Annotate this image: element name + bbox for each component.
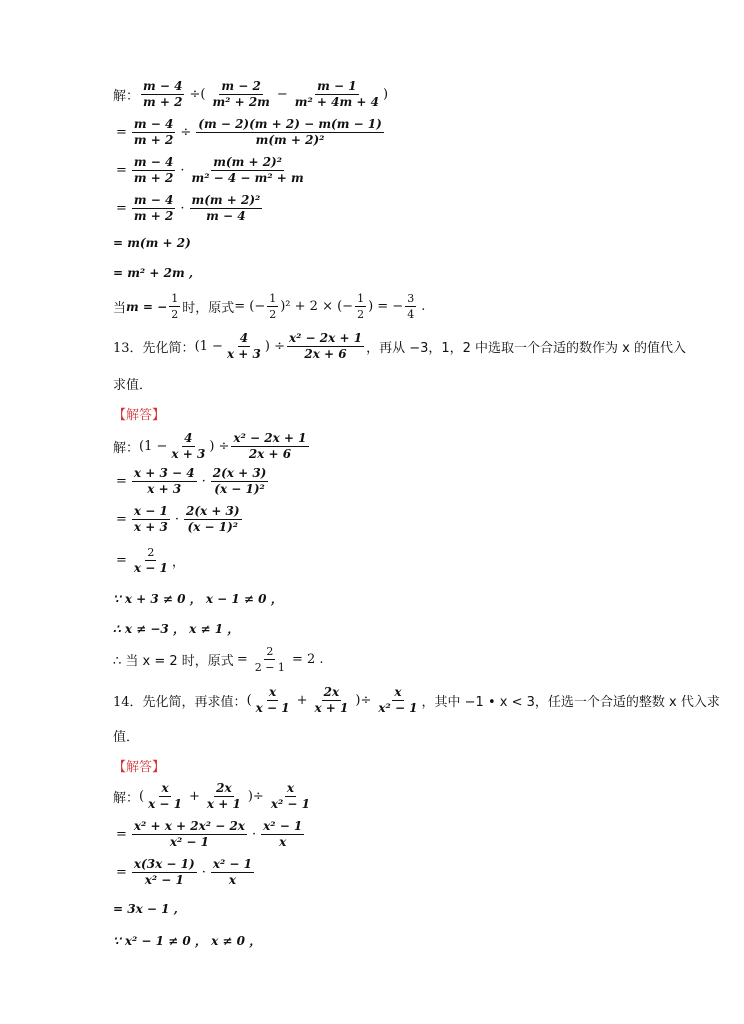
q13-step-1: 解： (1 − $\frac{4}{x + 3}$ ) ÷ $\frac{\text{x² − 2x + 1}}{2x + 6}$ (113, 431, 307, 461)
q14-answer-heading: 【解答】 (113, 760, 166, 775)
fraction: $\frac{m - 1}{\text{m² + 4m + 4}}$ (294, 79, 379, 109)
q14-stem: 14． 先化简，再求值： ( $\frac{x}{x - 1}$ + $\frac{2x}{x + 1}$ )÷ $\frac{x}{\text{x² − 1}}$ ，其中 −1 • x < 3，任选一个合适的整数 x 代入求 (113, 685, 720, 715)
fraction: $\frac{x}{\text{x² − 1}}$ (378, 685, 418, 715)
fraction: $\frac{\text{x² + x + 2x² − 2x}}{\text{x² − 1}}$ (133, 819, 245, 849)
p12-step-6: = m² + 2m , (113, 266, 193, 280)
fraction: $\frac{\text{x² − 2x + 1}}{2x + 6}$ (233, 431, 307, 461)
q14-step-4: = 3x − 1 , (113, 902, 178, 916)
fraction: $\frac{2x}{x + 1}$ (314, 685, 349, 715)
fraction: $\frac{\text{x² − 1}}{x}$ (212, 857, 252, 887)
fraction: $\frac{m - 2}{\text{m² + 2m}}$ (212, 79, 270, 109)
fraction: $\frac{x(3x - 1)}{\text{x² − 1}}$ (133, 857, 195, 887)
fraction: $\frac{2(x + 3)}{\text{(x − 1)²}}$ (185, 504, 240, 534)
q14-step-5: ∵ x² − 1 ≠ 0 ， x ≠ 0 ， (113, 934, 262, 948)
fraction: $\frac{m - 4}{m + 2}$ (133, 117, 174, 147)
q14-step-1: 解： ( $\frac{x}{x - 1}$ + $\frac{2x}{x + 1}$ )÷ $\frac{x}{\text{x² − 1}}$ (113, 781, 310, 811)
fraction: $\frac{x + 3 - 4}{x + 3}$ (133, 466, 195, 496)
q13-step-3: = $\frac{x - 1}{x + 3}$ · $\frac{2(x + 3)}{\text{(x − 1)²}}$ (116, 504, 240, 534)
fraction: $\frac{x}{x - 1}$ (255, 685, 290, 715)
fraction: $\frac{2x}{x + 1}$ (206, 781, 241, 811)
fraction: $\frac{x - 1}{x + 3}$ (133, 504, 168, 534)
fraction: $\frac{1}{2}$ (357, 292, 365, 321)
question-number: 13． (113, 341, 143, 356)
fraction: $\frac{1}{2}$ (269, 292, 277, 321)
solution-label: 解： (113, 89, 140, 104)
q13-step-5: ∵ x + 3 ≠ 0 ， x − 1 ≠ 0 ， (113, 592, 283, 606)
p12-step-4: = $\frac{m - 4}{m + 2}$ · $\frac{\text{m(m + 2)²}}{m - 4}$ (116, 193, 261, 223)
q13-step-6: ∴ x ≠ −3 ， x ≠ 1 ， (113, 622, 240, 636)
fraction: $\frac{4}{x + 3}$ (226, 331, 261, 361)
q13-conclusion: ∴ 当 x = 2 时， 原式 = $\frac{2}{2 - 1}$ = 2 . (113, 645, 324, 674)
p12-step-1: 解： $\frac{m - 4}{m + 2}$ ÷( $\frac{m - 2}{\text{m² + 2m}}$ − $\frac{m - 1}{\text{m² + 4m + 4}}$ ) (113, 79, 389, 109)
fraction: $\frac{x}{x - 1}$ (148, 781, 183, 811)
fraction: $\frac{2}{x - 1}$ (133, 546, 168, 575)
p12-step-2: = $\frac{m - 4}{m + 2}$ ÷ $\frac{(m - 2)(m + 2) - m(m - 1)}{\text{m(m + 2)²}}$ (116, 117, 382, 147)
fraction: $\frac{m - 4}{m + 2}$ (133, 155, 174, 185)
q14-step-3: = $\frac{x(3x - 1)}{\text{x² − 1}}$ · $\frac{\text{x² − 1}}{x}$ (116, 857, 252, 887)
p12-step-3: = $\frac{m - 4}{m + 2}$ · $\frac{\text{m(m + 2)²}}{\text{m² − 4 − m² + m}}$ (116, 155, 304, 185)
q13-step-4: = $\frac{2}{x - 1}$ ， (116, 546, 185, 575)
fraction: $\frac{m - 4}{m + 2}$ (133, 193, 174, 223)
fraction: $\frac{\text{m(m + 2)²}}{m - 4}$ (191, 193, 261, 223)
q13-answer-heading: 【解答】 (113, 408, 166, 423)
fraction: $\frac{2}{2 - 1}$ (254, 645, 285, 674)
q14-step-2: = $\frac{\text{x² + x + 2x² − 2x}}{\text{x² − 1}}$ · $\frac{\text{x² − 1}}{x}$ (116, 819, 303, 849)
q13-step-2: = $\frac{x + 3 - 4}{x + 3}$ · $\frac{2(x + 3)}{\text{(x − 1)²}}$ (116, 466, 267, 496)
fraction: $\frac{1}{2}$ (171, 292, 179, 321)
fraction: $\frac{2(x + 3)}{\text{(x − 1)²}}$ (212, 466, 267, 496)
fraction: $\frac{4}{x + 3}$ (171, 431, 206, 461)
fraction: $\frac{x}{\text{x² − 1}}$ (270, 781, 310, 811)
p12-step-5: = m(m + 2) (113, 236, 191, 250)
fraction: $\frac{\text{m(m + 2)²}}{\text{m² − 4 − m² + m}}$ (191, 155, 304, 185)
fraction: $\frac{3}{4}$ (407, 292, 415, 321)
fraction: $\frac{\text{x² − 1}}{x}$ (263, 819, 303, 849)
q14-stem-cont: 值． (113, 730, 140, 745)
fraction: $\frac{m - 4}{m + 2}$ (143, 79, 183, 109)
fraction: $\frac{(m - 2)(m + 2) - m(m - 1)}{\text{m(m + 2)²}}$ (198, 117, 382, 147)
q13-stem: 13． 先化简： (1 − $\frac{4}{x + 3}$ ) ÷ $\frac{\text{x² − 2x + 1}}{2x + 6}$ ，再从 −3，1，2 中选取一个合适的数作为 x 的值代入 (113, 331, 686, 361)
q13-stem-cont: 求值． (113, 378, 153, 393)
question-number: 14． (113, 695, 143, 710)
p12-conclusion: 当 m = − $\frac{1}{2}$ 时， 原式 = (− $\frac{1}{2}$ )² + 2 × (− $\frac{1}{2}$ ) = − $\frac{3}{4}$ . (113, 292, 426, 321)
fraction: $\frac{\text{x² − 2x + 1}}{2x + 6}$ (288, 331, 363, 361)
